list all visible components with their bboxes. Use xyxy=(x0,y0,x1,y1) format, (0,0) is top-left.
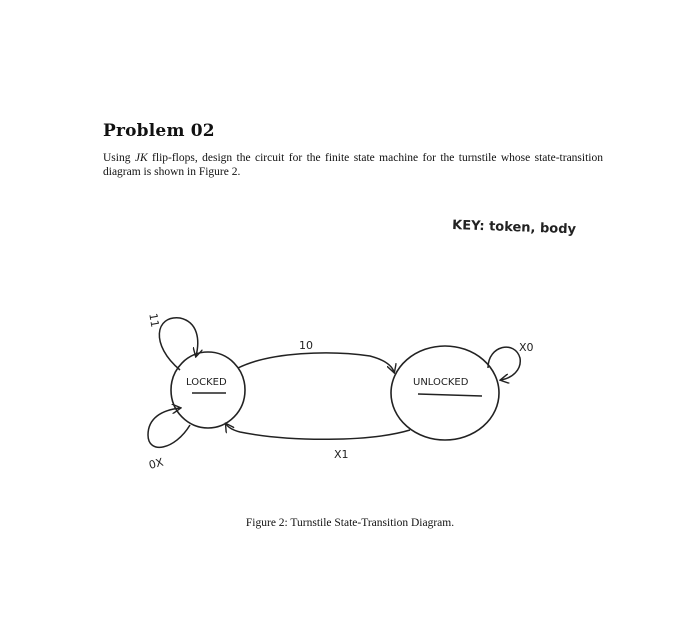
transition-label-x1: X1 xyxy=(334,448,349,461)
transition-unlocked-self-x0 xyxy=(488,347,520,380)
transition-label-x0: X0 xyxy=(519,341,534,354)
key-label: KEY: token, body xyxy=(451,218,577,238)
transition-label-11: 11 xyxy=(146,312,162,329)
state-locked xyxy=(171,352,245,428)
state-unlocked-underline xyxy=(418,394,482,396)
state-locked-circle xyxy=(171,352,245,428)
figure-caption: Figure 2: Turnstile State-Transition Diagram. xyxy=(245,517,455,529)
transition-unlocked-to-locked xyxy=(226,424,410,439)
problem-text-after: flip-flops, design the circuit for the finite state machine for the turnstile whose state-transition diagram is shown in Figure 2. xyxy=(103,152,603,178)
transition-label-10: 10 xyxy=(299,339,313,352)
transition-locked-self-0x xyxy=(148,408,190,447)
state-locked-label: LOCKED xyxy=(186,377,227,388)
state-unlocked-label: UNLOCKED xyxy=(413,377,469,388)
transition-label-0x: 0X xyxy=(147,455,165,472)
problem-text-emphasis: JK xyxy=(134,152,148,164)
problem-title: Problem 02 xyxy=(103,121,215,141)
state-unlocked-circle xyxy=(391,346,499,440)
transition-locked-self-11 xyxy=(159,318,197,370)
state-unlocked xyxy=(391,346,499,440)
problem-text-before: Using xyxy=(103,152,135,164)
transition-locked-to-unlocked xyxy=(238,353,394,372)
